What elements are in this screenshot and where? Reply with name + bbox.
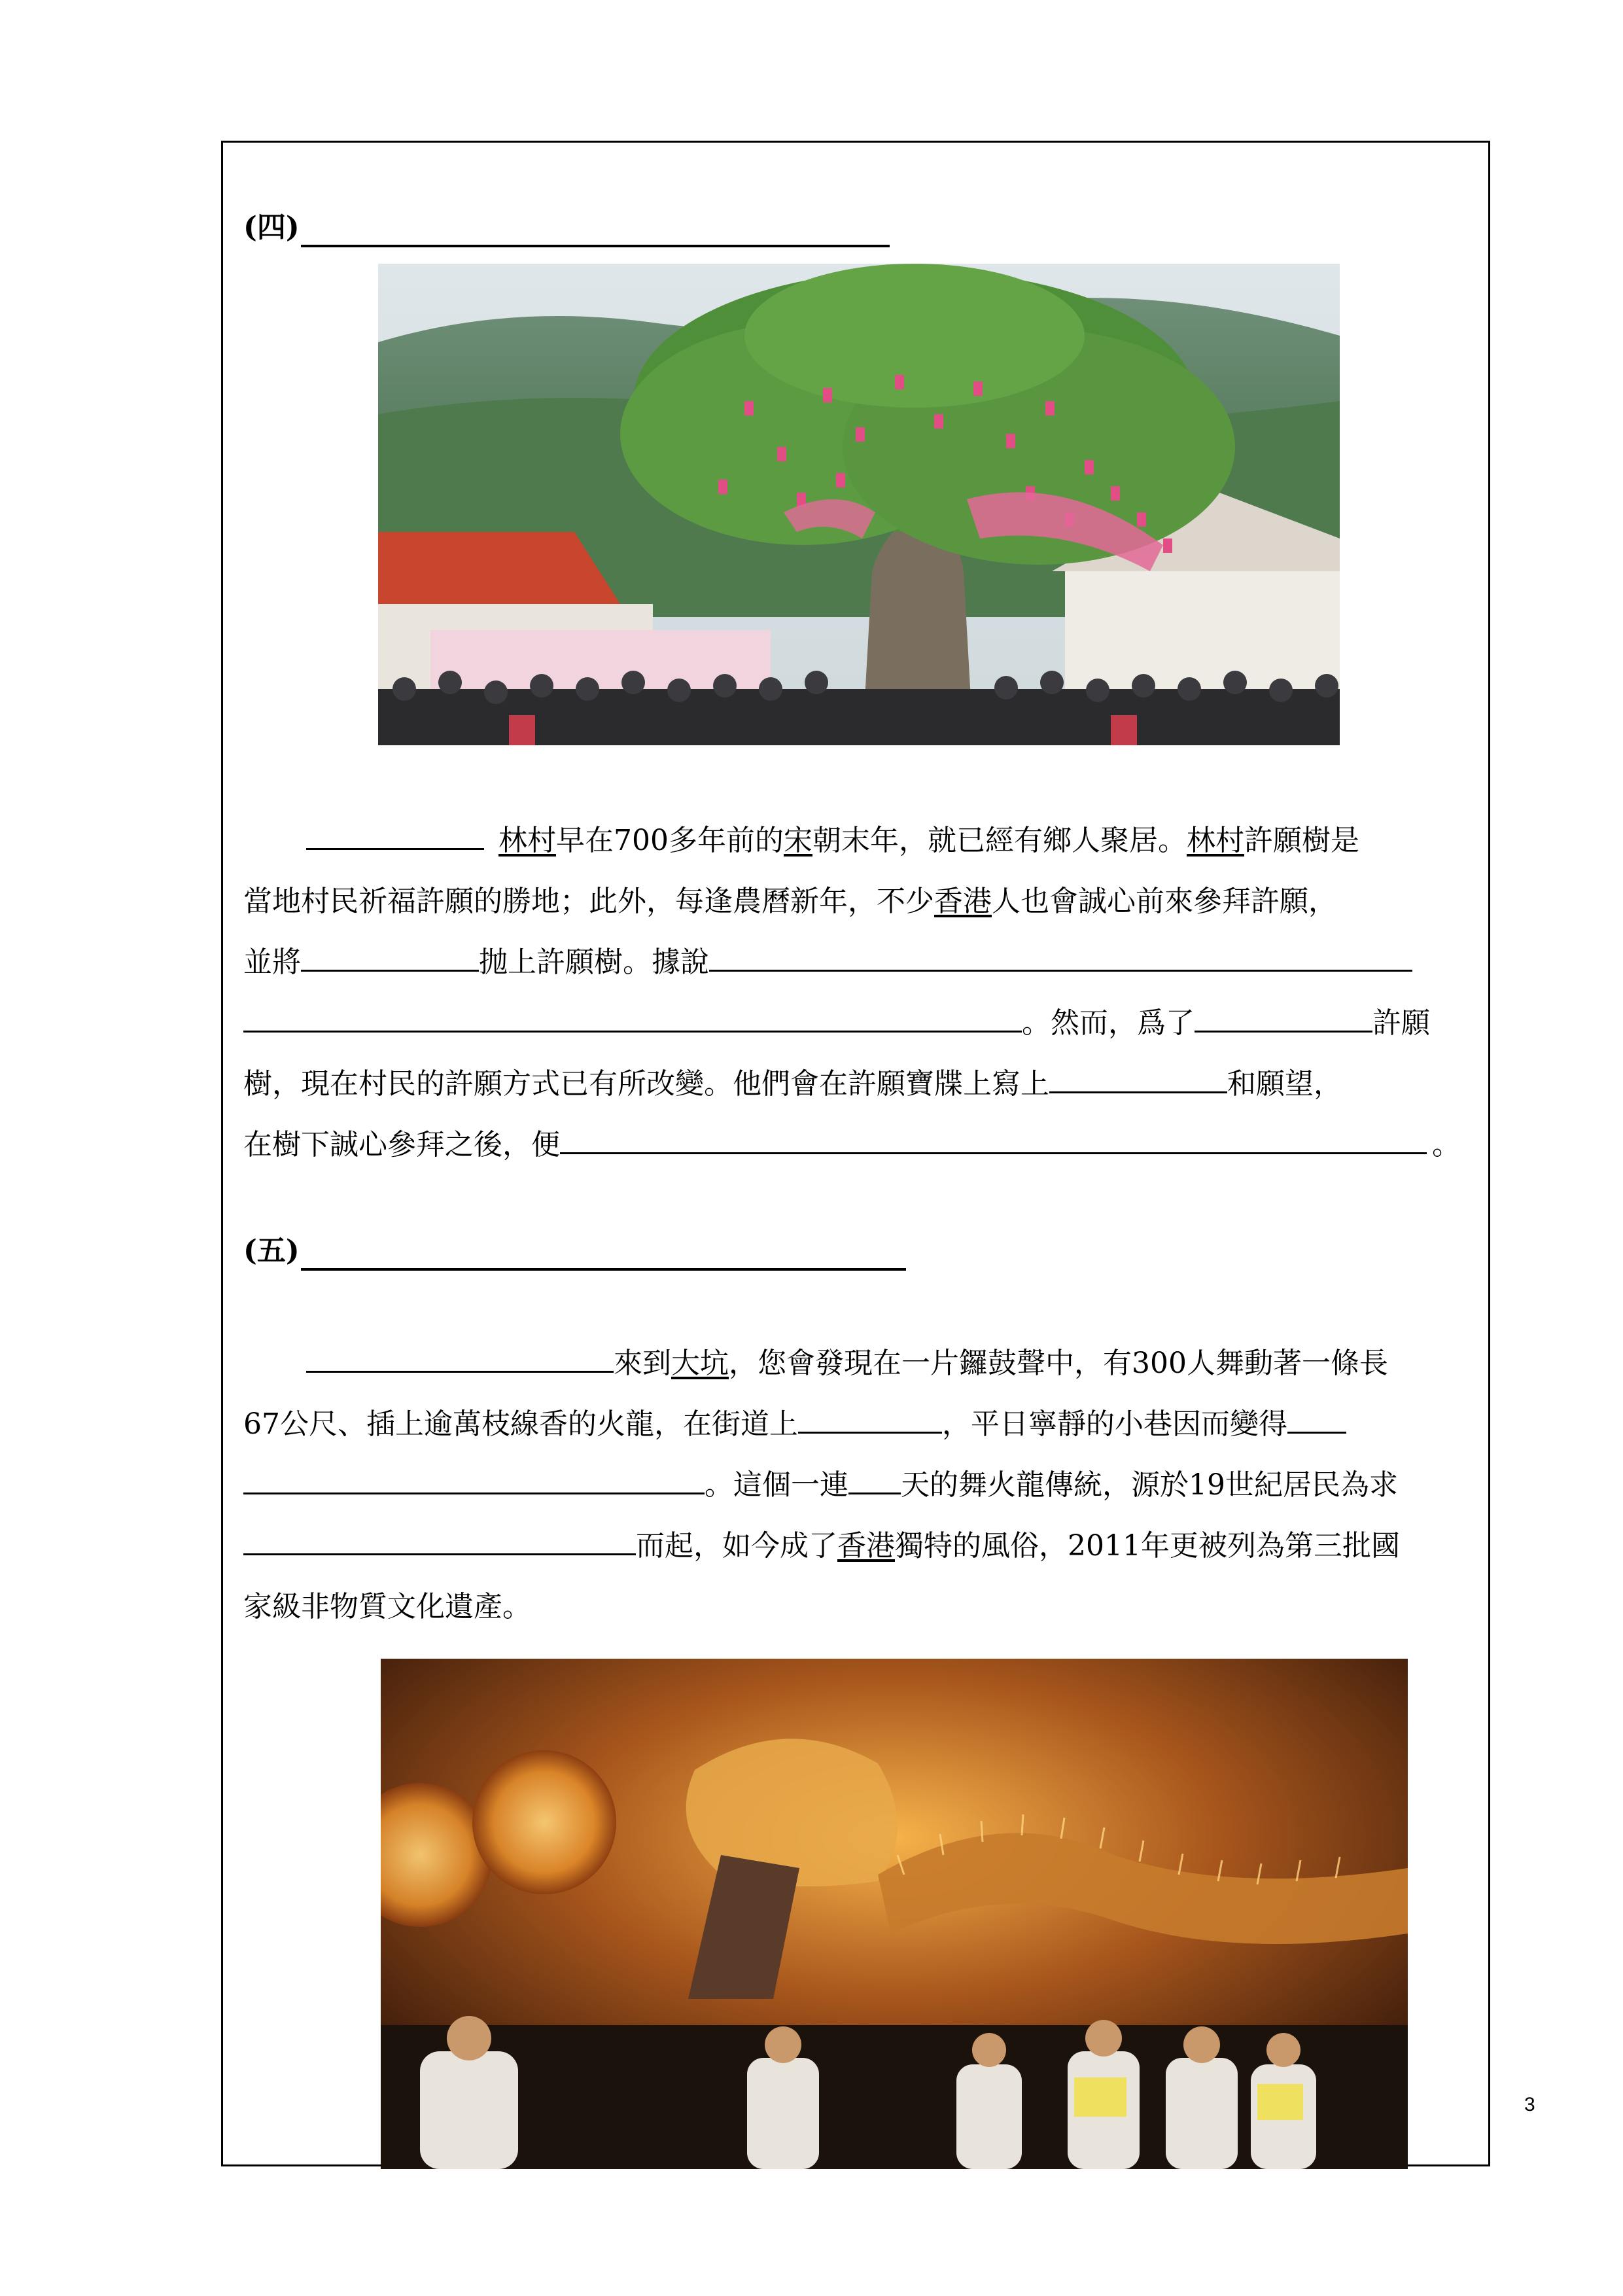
text-span: 抛上許願樹。據說 (479, 945, 709, 979)
answer-blank (306, 822, 484, 850)
answer-blank (301, 944, 479, 972)
section-5-number: (五) (243, 1234, 300, 1267)
text-span: 和願望， (1227, 1067, 1342, 1101)
section-5-line-1 (243, 1333, 1467, 1394)
place-name: 林村 (1186, 824, 1244, 857)
answer-blank (1287, 1405, 1346, 1434)
text-span: 。 (1432, 1128, 1461, 1161)
text-span: 早在700多年前的 (556, 824, 784, 857)
section-5-line-5 (243, 1576, 1467, 1637)
text-span: 人也會誠心前來參拜許願， (992, 885, 1337, 918)
text-span: 朝末年，就已經有鄉人聚居。 (812, 824, 1187, 857)
text-span: 67公尺、插上逾萬枝線香的火龍，在街道上 (243, 1407, 798, 1441)
text-span: 在樹下誠心參拜之後，便 (243, 1128, 560, 1161)
section-4-line-6 (243, 1114, 1467, 1175)
section-5-title-blank (301, 1242, 906, 1271)
text-span: 天的舞火龍傳統，源於19世紀居民為求 (901, 1468, 1398, 1502)
answer-blank (243, 1004, 1022, 1033)
section-4-line-1 (243, 810, 1467, 871)
answer-blank (306, 1345, 614, 1373)
text-span: 當地村民祈福許願的勝地；此外，每逢農曆新年，不少 (243, 885, 934, 918)
text-span: 許願 (1372, 1006, 1430, 1040)
wishing-tree-photo (378, 264, 1340, 745)
text-span: 許願樹是 (1244, 824, 1359, 857)
place-name: 香港 (934, 885, 992, 918)
text-span: 並將 (243, 945, 301, 979)
section-4-line-2 (243, 871, 1467, 932)
answer-blank (1195, 1004, 1372, 1033)
text-span: 而起，如今成了 (636, 1529, 837, 1563)
answer-blank (1049, 1065, 1227, 1093)
place-name: 大坑 (671, 1347, 729, 1380)
text-span: 樹，現在村民的許願方式已有所改變。他們會在許願寶牒上寫上 (243, 1067, 1049, 1101)
place-name: 香港 (837, 1529, 895, 1563)
answer-blank (243, 1527, 636, 1555)
answer-blank (798, 1405, 942, 1434)
answer-blank (560, 1126, 1427, 1154)
section-5-line-3 (243, 1455, 1467, 1515)
text-span: 。然而，爲了 (1022, 1006, 1195, 1040)
answer-blank (848, 1466, 901, 1494)
answer-blank (243, 1466, 705, 1494)
section-4-paragraph (243, 810, 1467, 1175)
section-5-line-4 (243, 1515, 1467, 1576)
section-4-line-3 (243, 932, 1467, 993)
section-4-line-4 (243, 993, 1467, 1053)
dynasty-name: 宋 (783, 824, 812, 857)
fire-dragon-photo (381, 1659, 1408, 2169)
text-span: ，平日寧靜的小巷因而變得 (942, 1407, 1287, 1441)
section-4-number: (四) (243, 211, 300, 244)
text-span: 家級非物質文化遺產。 (243, 1590, 531, 1623)
text-span: ，您會發現在一片鑼鼓聲中，有300人舞動著一條長 (729, 1347, 1388, 1380)
section-5-paragraph (243, 1333, 1467, 1637)
section-5-line-2 (243, 1394, 1467, 1455)
page-number: 3 (1524, 2094, 1535, 2115)
section-4-line-5 (243, 1053, 1467, 1114)
text-span: 來到 (614, 1347, 671, 1380)
section-4-title-blank (301, 219, 890, 247)
section-5-heading (243, 1231, 906, 1271)
text-span: 獨特的風俗，2011年更被列為第三批國 (895, 1529, 1400, 1563)
place-name: 林村 (498, 824, 556, 857)
section-4-heading (243, 208, 890, 247)
text-span: 。這個一連 (705, 1468, 848, 1502)
answer-blank (709, 944, 1412, 972)
